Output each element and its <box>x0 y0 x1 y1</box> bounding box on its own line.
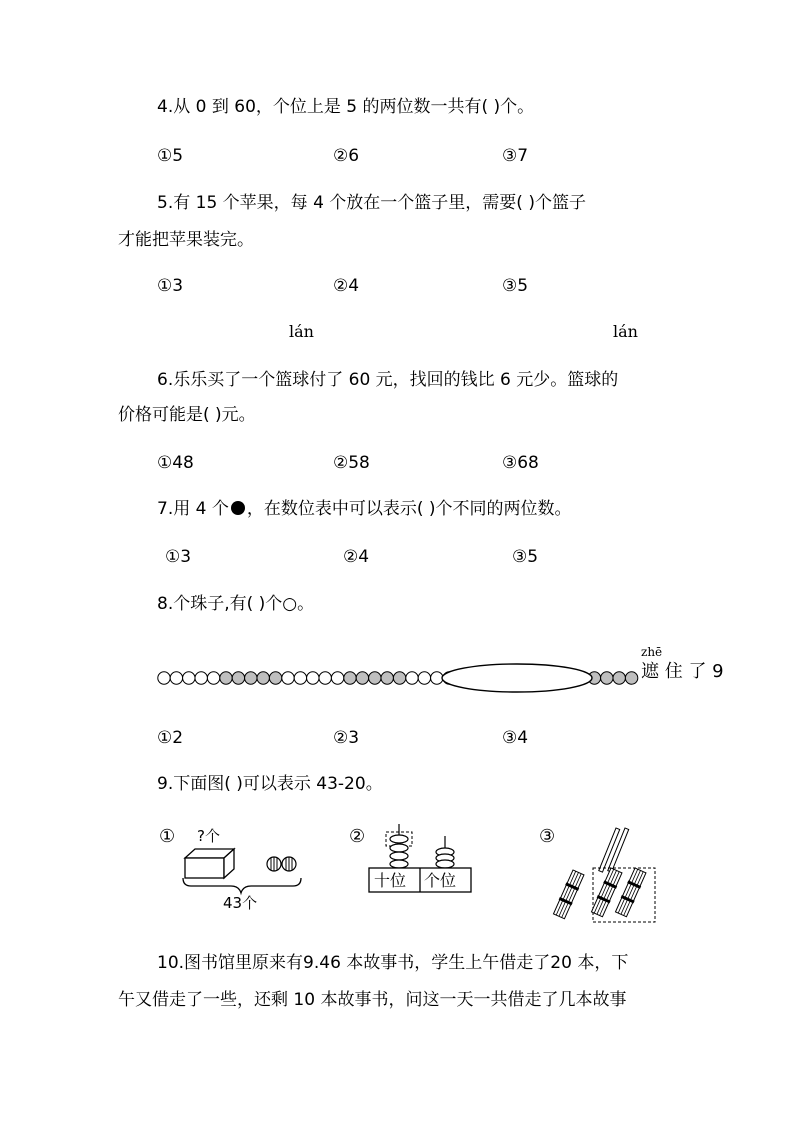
question-10-line-1: 10.图书馆里原来有9.46 本故事书，学生上午借走了20 本，下 <box>157 953 629 973</box>
bead-6 <box>232 672 244 684</box>
bead-28 <box>625 672 637 684</box>
tens-bead-1 <box>390 835 408 843</box>
q4-option-2: ②6 <box>333 146 360 166</box>
bead-27 <box>613 672 625 684</box>
bead-12 <box>307 672 319 684</box>
bead-3 <box>195 672 207 684</box>
figure-2-svg <box>345 820 480 900</box>
ones-bead-3 <box>436 860 454 868</box>
figure-3 <box>535 818 665 926</box>
bead-0 <box>158 672 170 684</box>
q7-option-2: ②4 <box>343 547 370 567</box>
stick-bundle-icon-2 <box>282 857 296 871</box>
bead-10 <box>282 672 294 684</box>
figure-1-marker: ① <box>159 826 176 847</box>
question-6-line-2: 价格可能是( )元。 <box>118 405 256 425</box>
q7-option-1: ①3 <box>165 547 192 567</box>
q4-option-3: ③7 <box>502 146 529 166</box>
question-6-line-1: 6.乐乐买了一个篮球付了 60 元，找回的钱比 6 元少。篮球的 <box>157 370 619 390</box>
figure-1-top-label: ?个 <box>197 827 220 845</box>
figure-1-svg <box>155 820 315 915</box>
figure-1 <box>155 820 315 915</box>
q8-option-2: ②3 <box>333 728 360 748</box>
bead-2 <box>183 672 195 684</box>
q8-option-1: ①2 <box>157 728 184 748</box>
question-8-stem: 8.个珠子,有( )个○。 <box>157 594 315 614</box>
ones-label: 个位 <box>424 871 457 890</box>
bead-13 <box>319 672 331 684</box>
bead-16 <box>356 672 368 684</box>
bead-20 <box>406 672 418 684</box>
figure-3-marker: ③ <box>539 826 556 847</box>
pinyin-lan-1: lán <box>289 322 314 341</box>
question-5-line-2: 才能把苹果装完。 <box>118 230 254 250</box>
question-10-line-2: 午又借走了一些，还剩 10 本故事书，问这一天一共借走了几本故事 <box>118 990 627 1010</box>
bead-15 <box>344 672 356 684</box>
q5-option-2: ②4 <box>333 276 360 296</box>
bead-8 <box>257 672 269 684</box>
bead-22 <box>431 672 443 684</box>
tens-bead-2 <box>390 844 408 852</box>
question-9-stem: 9.下面图( )可以表示 43-20。 <box>157 774 383 794</box>
stick-bundle-icon-1 <box>267 857 281 871</box>
q6-option-1: ①48 <box>157 453 194 473</box>
tens-bead-3 <box>390 852 408 860</box>
hidden-beads-cover <box>442 664 592 692</box>
bead-11 <box>294 672 306 684</box>
q7-option-3: ③5 <box>512 547 539 567</box>
q7-stem-after: ，在数位表中可以表示( )个不同的两位数。 <box>246 499 572 519</box>
bead-21 <box>418 672 430 684</box>
box-front-face <box>185 858 224 878</box>
filled-bead-icon <box>231 501 245 515</box>
stick-bundle-1 <box>553 870 585 920</box>
pinyin-lan-2: lán <box>613 322 638 341</box>
pinyin-zhe: zhē <box>641 645 663 659</box>
q6-option-3: ③68 <box>502 453 539 473</box>
q7-stem-before: 7.用 4 个 <box>157 499 229 519</box>
q8-option-3: ③4 <box>502 728 529 748</box>
q6-option-2: ②58 <box>333 453 370 473</box>
bead-14 <box>331 672 343 684</box>
bead-7 <box>245 672 257 684</box>
question-5-line-1: 5.有 15 个苹果，每 4 个放在一个篮子里，需要( )个篮子 <box>157 193 586 213</box>
bead-26 <box>601 672 613 684</box>
bead-9 <box>269 672 281 684</box>
question-4-stem: 4.从 0 到 60，个位上是 5 的两位数一共有( )个。 <box>157 97 535 117</box>
q4-option-1: ①5 <box>157 146 184 166</box>
figure-2-marker: ② <box>349 826 366 847</box>
bead-5 <box>220 672 232 684</box>
tens-label: 十位 <box>374 871 407 890</box>
question-7-stem <box>157 499 572 519</box>
bead-4 <box>207 672 219 684</box>
total-brace <box>183 878 301 893</box>
bead-18 <box>381 672 393 684</box>
hidden-label: 遮 住 了 9 <box>641 661 724 682</box>
figure-2 <box>345 820 480 900</box>
figure-1-bottom-label: 43个 <box>223 894 258 912</box>
q5-option-3: ③5 <box>502 276 529 296</box>
bead-19 <box>393 672 405 684</box>
figure-3-svg <box>535 818 665 926</box>
tens-bead-4 <box>390 860 408 868</box>
loose-sticks <box>599 828 629 872</box>
bead-1 <box>170 672 182 684</box>
bead-17 <box>369 672 381 684</box>
q5-option-1: ①3 <box>157 276 184 296</box>
